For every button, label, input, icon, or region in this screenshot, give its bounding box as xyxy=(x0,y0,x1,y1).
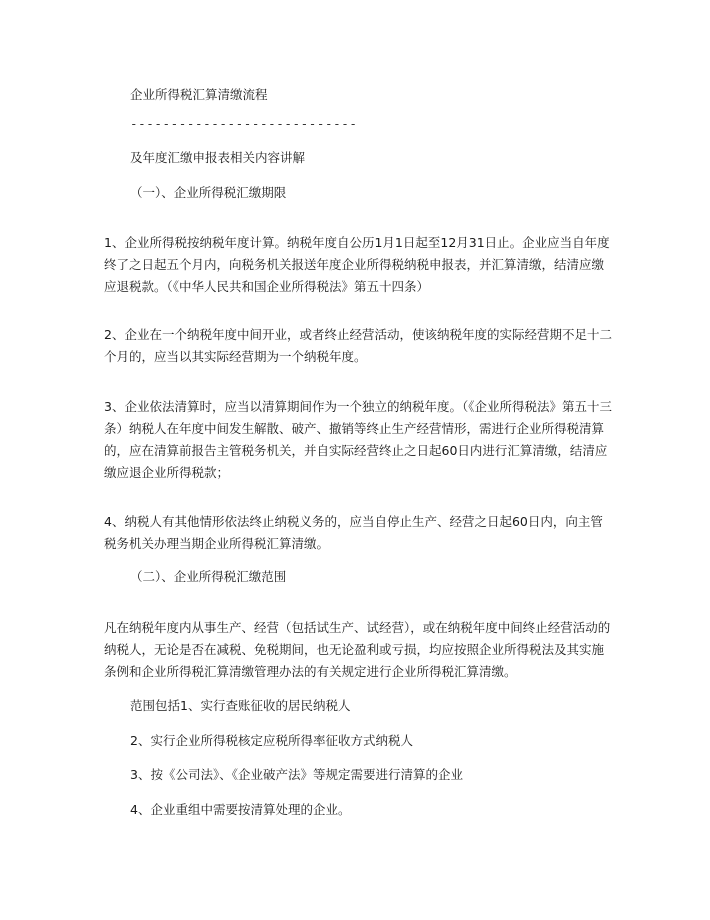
scope-item-2: 2、实行企业所得税核定应税所得率征收方式纳税人 xyxy=(130,733,413,748)
section2-heading: （二）、企业所得税汇缴范围 xyxy=(130,569,287,584)
document-title: 企业所得税汇算清缴流程 xyxy=(130,87,268,102)
paragraph-5: 凡在纳税年度内从事生产、经营（包括试生产、试经营），或在纳税年度中间终止经营活动的纳税人，无论是否在减税、免税期间，也无论盈利或亏损，均应按照企业所得税法及其实施条例和企业所得税汇算清缴管理办法的有关规定进行企业所得税汇算清缴。 xyxy=(104,620,611,679)
section1-heading: （一）、企业所得税汇缴期限 xyxy=(130,185,287,200)
scope-item-4: 4、企业重组中需要按清算处理的企业。 xyxy=(130,802,351,817)
scope-item-3: 3、按《公司法》、《企业破产法》等规定需要进行清算的企业 xyxy=(130,767,463,782)
paragraph-1: 1、企业所得税按纳税年度计算。纳税年度自公历1月1日起至12月31日止。企业应当自年度终了之日起五个月内，向税务机关报送年度企业所得税纳税申报表，并汇算清缴，结清应缴应退税款。（《中华人民共和国企业所得税法》第五十四条） xyxy=(104,235,610,294)
paragraph-2: 2、企业在一个纳税年度中间开业，或者终止经营活动，使该纳税年度的实际经营期不足十二个月的，应当以其实际经营期为一个纳税年度。 xyxy=(104,327,612,364)
paragraph-4: 4、纳税人有其他情形依法终止纳税义务的，应当自停止生产、经营之日起60日内，向主管税务机关办理当期企业所得税汇算清缴。 xyxy=(104,514,603,551)
title-underline: ---------------------------- xyxy=(130,116,358,131)
scope-item-1: 范围包括1、实行查账征收的居民纳税人 xyxy=(130,698,351,713)
paragraph-3: 3、企业依法清算时，应当以清算期间作为一个独立的纳税年度。（《企业所得税法》第五十三条）纳税人在年度中间发生解散、破产、撤销等终止生产经营情形，需进行企业所得税清算的，应在清算前报告主管税务机关，并自实际经营终止之日起60日内进行汇算清缴，结清应缴应退企业所得税款； xyxy=(104,399,612,480)
document-subtitle: 及年度汇缴申报表相关内容讲解 xyxy=(130,150,306,165)
